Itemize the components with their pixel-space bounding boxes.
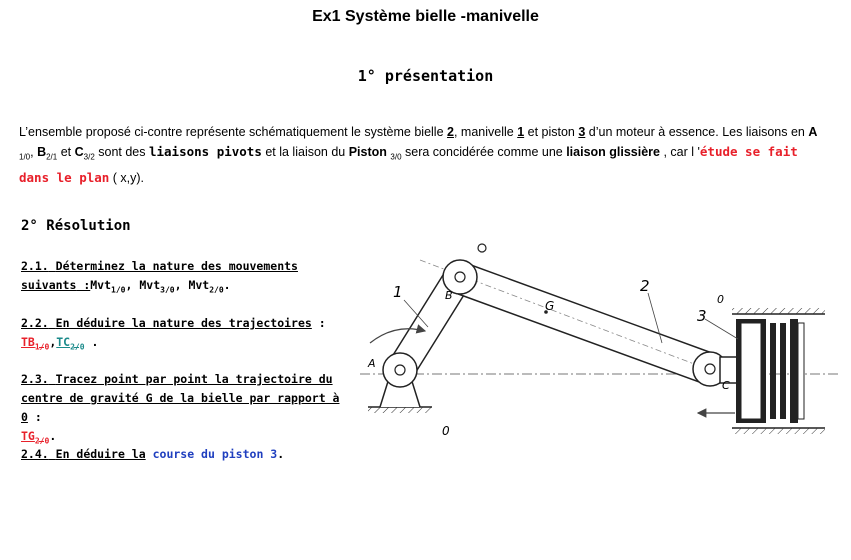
piston-face [741,323,761,419]
label-part-2: 2 [640,277,650,295]
cylinder-hatch-top [732,308,825,314]
connecting-rod-2 [450,261,712,383]
piston-ring-1 [770,323,776,419]
label-g: G [545,299,555,313]
section-resolution-heading: 2° Résolution [21,218,131,234]
label-b: B [445,289,453,302]
joint-b-pin [455,272,465,282]
question-2-2: 2.2. En déduire la nature des trajectoires : $TB_{1/0},TC_{2/0}$ . [21,316,326,352]
piston-ring-2 [780,323,786,419]
label-a: A [368,357,376,370]
label-frame-0-top: 0 [717,293,724,306]
rod-nub [478,244,486,252]
intro-paragraph: L’ensemble proposé ci-contre représente schématiquement le système bielle 2, manivelle 1 et piston 3 d’un moteur à essence. Les liaisons en A $_{1/0}$, $B_{2/1}$ et $C_{3/2}$ sont des liaisons pivots et la liaison du Piston $_{3/0}$ sera concidérée comme une liaison glissière , car l 'étude se fait dans le plan ( x,y). [19,125,818,185]
question-2-3: 2.3. Tracez point par point la trajectoire du centre de gravité G de la bielle par rapport à 0 : $TG_{2/0}$. [21,372,340,446]
question-2-4: 2.4. En déduire la course du piston 3. [21,447,285,461]
joint-a-pin [395,365,405,375]
piston-ring-3 [790,319,798,423]
question-2-1: 2.1. Déterminez la nature des mouvements suivants :Mvt$_{1/0}$, Mvt$_{3/0}$, Mvt$_{2/0}$. [21,259,298,295]
label-part-3: 3 [697,307,707,325]
cylinder-hatch-bottom [732,428,825,434]
page-title: Ex1 Système bielle -manivelle [312,8,539,25]
label-part-1: 1 [393,283,403,301]
label-frame-0-bottom: 0 [442,424,450,438]
joint-c-pin [705,364,715,374]
section-presentation-heading: 1° présentation [357,67,494,85]
leader-3 [705,319,738,339]
label-c: C [722,379,730,392]
ground-hatch [368,407,432,413]
crank-rod-mechanism-figure [340,235,845,445]
piston-back [798,323,804,419]
